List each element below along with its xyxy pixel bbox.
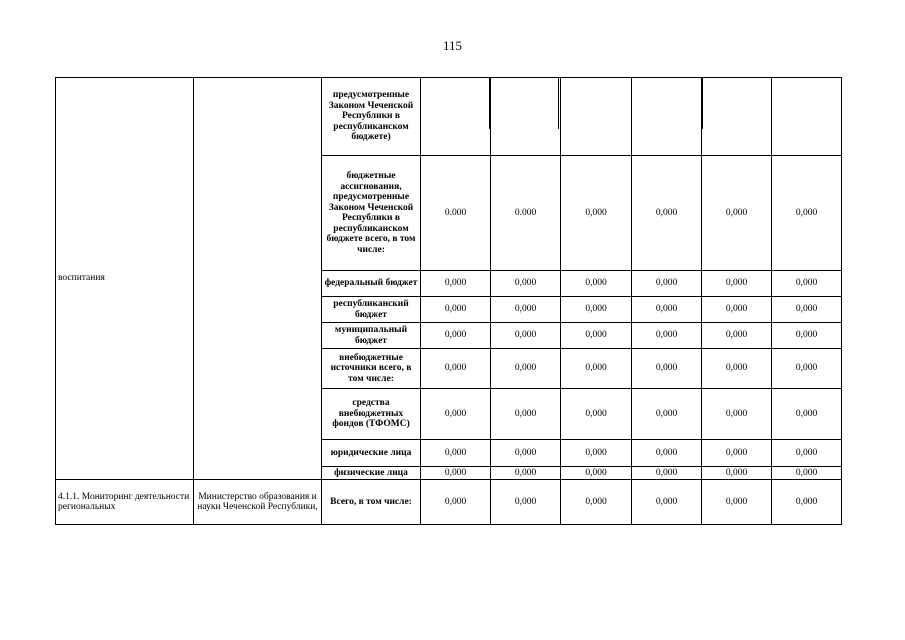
value-cell: 0,000	[421, 349, 491, 389]
value-cell	[632, 78, 702, 156]
source-label-cell: Всего, в том числе:	[322, 480, 421, 525]
value-cell: 0,000	[561, 467, 632, 480]
value-cell: 0,000	[702, 389, 772, 440]
source-label-cell: юридические лица	[322, 440, 421, 467]
budget-table	[55, 77, 842, 525]
column-divider	[702, 77, 703, 129]
value-cell: 0,000	[702, 440, 772, 467]
value-cell: 0,000	[702, 467, 772, 480]
value-cell: 0,000	[702, 349, 772, 389]
value-cell: 0,000	[421, 389, 491, 440]
activity-name-cell: 4.1.1. Мониторинг деятельности региональных	[56, 480, 194, 525]
value-cell: 0,000	[702, 297, 772, 323]
value-cell: 0,000	[491, 480, 561, 525]
source-label-cell: федеральный бюджет	[322, 271, 421, 297]
value-cell: 0,000	[772, 156, 842, 271]
value-cell	[702, 78, 772, 156]
value-cell: 0.000	[421, 156, 491, 271]
value-cell: 0,000	[632, 349, 702, 389]
value-cell: 0,000	[561, 440, 632, 467]
value-cell: 0,000	[561, 297, 632, 323]
value-cell: 0,000	[421, 480, 491, 525]
value-cell: 0,000	[421, 297, 491, 323]
value-cell: 0,000	[702, 480, 772, 525]
value-cell	[421, 78, 491, 156]
value-cell: 0,000	[561, 271, 632, 297]
activity-name-cell: воспитания	[56, 78, 194, 480]
source-label-cell: внебюджетные источники всего, в том числе:	[322, 349, 421, 389]
source-label-cell: республиканский бюджет	[322, 297, 421, 323]
source-label-cell: предусмотренные Законом Чеченской Республики в республиканском бюджете)	[322, 78, 421, 156]
value-cell: 0,000	[421, 467, 491, 480]
value-cell: 0,000	[772, 271, 842, 297]
value-cell	[772, 78, 842, 156]
value-cell: 0,000	[421, 271, 491, 297]
value-cell: 0,000	[491, 389, 561, 440]
value-cell: 0,000	[561, 480, 632, 525]
value-cell: 0,000	[772, 323, 842, 349]
executor-cell	[194, 78, 322, 480]
value-cell: 0,000	[561, 323, 632, 349]
value-cell: 0,000	[702, 271, 772, 297]
column-divider	[489, 77, 490, 129]
value-cell: 0.000	[491, 156, 561, 271]
value-cell	[561, 78, 632, 156]
column-divider	[631, 77, 632, 129]
table-row	[56, 480, 842, 525]
value-cell: 0,000	[491, 440, 561, 467]
column-divider	[771, 77, 772, 129]
executor-cell: Министерство образования и науки Чеченской Республики,	[194, 480, 322, 525]
value-cell: 0,000	[561, 156, 632, 271]
value-cell: 0,000	[632, 480, 702, 525]
value-cell: 0,000	[491, 323, 561, 349]
value-cell: 0,000	[772, 467, 842, 480]
column-divider	[558, 77, 559, 129]
value-cell: 0,000	[421, 323, 491, 349]
value-cell: 0,000	[772, 349, 842, 389]
value-cell: 0,000	[772, 297, 842, 323]
value-cell: 0,000	[632, 271, 702, 297]
value-cell: 0,000	[772, 389, 842, 440]
value-cell: 0,000	[561, 349, 632, 389]
value-cell: 0,000	[702, 323, 772, 349]
value-cell: 0,000	[491, 297, 561, 323]
value-cell: 0,000	[772, 440, 842, 467]
source-label-cell: средства внебюджетных фондов (ТФОМС)	[322, 389, 421, 440]
value-cell: 0,000	[421, 440, 491, 467]
source-label-cell: физические лица	[322, 467, 421, 480]
value-cell	[491, 78, 561, 156]
value-cell: 0,000	[561, 389, 632, 440]
value-cell: 0,000	[632, 389, 702, 440]
value-cell: 0,000	[491, 467, 561, 480]
source-label-cell: бюджетные ассигнования, предусмотренные Законом Чеченской Республики в республиканском бюджете всего, в том числе:	[322, 156, 421, 271]
value-cell: 0,000	[632, 297, 702, 323]
value-cell: 0,000	[632, 156, 702, 271]
source-label-cell: муниципальный бюджет	[322, 323, 421, 349]
value-cell: 0,000	[632, 467, 702, 480]
value-cell: 0,000	[491, 271, 561, 297]
value-cell: 0,000	[772, 480, 842, 525]
table-row	[56, 78, 842, 156]
value-cell: 0,000	[702, 156, 772, 271]
page-number: 115	[442, 38, 463, 53]
value-cell: 0,000	[632, 323, 702, 349]
value-cell: 0,000	[491, 349, 561, 389]
value-cell: 0,000	[632, 440, 702, 467]
